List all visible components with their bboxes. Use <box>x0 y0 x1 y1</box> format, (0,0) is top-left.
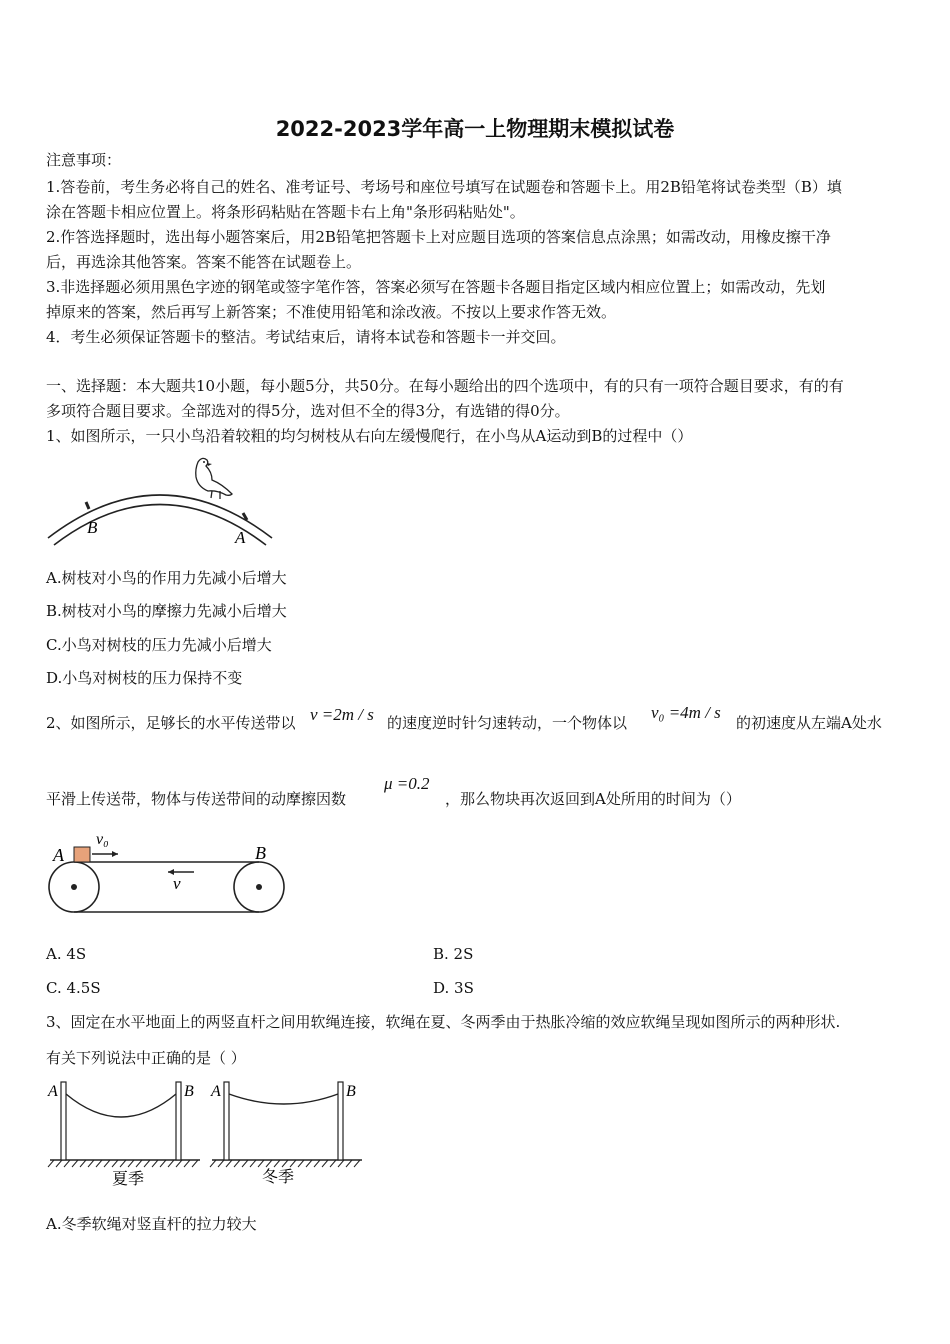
bird-icon <box>196 458 232 499</box>
notice-line: 3.非选择题必须用黑色字迹的钢笔或签字笔作答，答案必须写在答题卡各题目指定区域内相应位置上；如需改动，先划 <box>46 278 826 296</box>
page-title: 2022-2023学年高一上物理期末模拟试卷 <box>275 117 675 141</box>
pole-a-winter <box>224 1082 229 1160</box>
notice-heading: 注意事项： <box>46 151 122 169</box>
label-b: B <box>346 1083 356 1100</box>
section-line: 一、选择题：本大题共10小题，每小题5分，共50分。在每小题给出的四个选项中，有的只有一项符合题目要求，有的有 <box>46 377 844 395</box>
label-a: A <box>211 1083 221 1100</box>
q1-branch-figure <box>40 452 280 552</box>
caption-winter: 冬季 <box>262 1167 295 1186</box>
q1-option: D.小鸟对树枝的压力保持不变 <box>46 669 243 687</box>
q1-stem: 1、如图所示，一只小鸟沿着较粗的均匀树枝从右向左缓慢爬行，在小鸟从A运动到B的过程中（） <box>46 427 693 445</box>
q2-stem-part1: 2、如图所示，足够长的水平传送带以 <box>46 714 296 732</box>
q2-conveyor-figure <box>44 825 294 920</box>
q2-option: C. 4.5S <box>46 979 101 997</box>
q2-option: B. 2S <box>433 945 474 963</box>
q3-stem: 3、固定在水平地面上的两竖直杆之间用软绳连接，软绳在夏、冬两季由于热胀冷缩的效应软绳呈现如图所示的两种形状. <box>46 1013 841 1031</box>
q2-stem2-part2: ，那么物块再次返回到A处所用的时间为（） <box>445 790 741 808</box>
rope-winter <box>229 1094 338 1104</box>
q2-stem2-part1: 平滑上传送带，物体与传送带间的动摩擦因数 <box>46 790 347 808</box>
notice-line: 涂在答题卡相应位置上。将条形码粘贴在答题卡右上角"条形码粘贴处"。 <box>46 203 525 221</box>
notice-line: 2.作答选择题时，选出每小题答案后，用2B铅笔把答题卡上对应题目选项的答案信息点涂黑；如需改动，用橡皮擦干净 <box>46 228 831 246</box>
label-b: B <box>87 518 98 537</box>
section-line: 多项符合题目要求。全部选对的得5分，选对但不全的得3分，有选错的得0分。 <box>46 402 570 420</box>
notice-line: 后，再选涂其他答案。答案不能答在试题卷上。 <box>46 253 362 271</box>
q2-option: D. 3S <box>433 979 474 997</box>
q1-option: C.小鸟对树枝的压力先减小后增大 <box>46 636 272 654</box>
q2-option: A. 4S <box>46 945 87 963</box>
caption-summer: 夏季 <box>112 1169 145 1188</box>
pole-a-summer <box>61 1082 66 1160</box>
pole-b-winter <box>338 1082 343 1160</box>
q1-option: A.树枝对小鸟的作用力先减小后增大 <box>46 569 287 587</box>
block <box>74 847 90 862</box>
label-a: A <box>53 845 64 865</box>
label-a: A <box>48 1083 58 1100</box>
notice-line: 4．考生必须保证答题卡的整洁。考试结束后，请将本试卷和答题卡一并交回。 <box>46 328 566 346</box>
label-b: B <box>184 1083 194 1100</box>
label-b: B <box>255 843 266 863</box>
q3-rope-figure <box>44 1076 374 1191</box>
q1-option: B.树枝对小鸟的摩擦力先减小后增大 <box>46 602 287 620</box>
label-v: v <box>173 874 181 893</box>
formula-v: v =2m / s <box>310 705 374 724</box>
q3-stem2: 有关下列说法中正确的是（ ） <box>46 1049 246 1067</box>
formula-v0: v₀ =4m / s <box>651 703 721 722</box>
q3-option: A.冬季软绳对竖直杆的拉力较大 <box>46 1215 257 1233</box>
point-b-mark <box>86 502 89 509</box>
q2-stem-part3: 的初速度从左端A处水 <box>736 714 882 732</box>
label-v0: v₀ <box>96 831 109 848</box>
notice-line: 掉原来的答案，然后再写上新答案；不准使用铅笔和涂改液。不按以上要求作答无效。 <box>46 303 617 321</box>
q2-stem-part2: 的速度逆时针匀速转动，一个物体以 <box>387 714 628 732</box>
formula-mu: μ =0.2 <box>384 774 430 793</box>
label-a: A <box>235 528 246 547</box>
pole-b-summer <box>176 1082 181 1160</box>
notice-line: 1.答卷前，考生务必将自己的姓名、准考证号、考场号和座位号填写在试题卷和答题卡上。用2B铅笔将试卷类型（B）填 <box>46 178 842 196</box>
rope-summer <box>66 1094 176 1117</box>
